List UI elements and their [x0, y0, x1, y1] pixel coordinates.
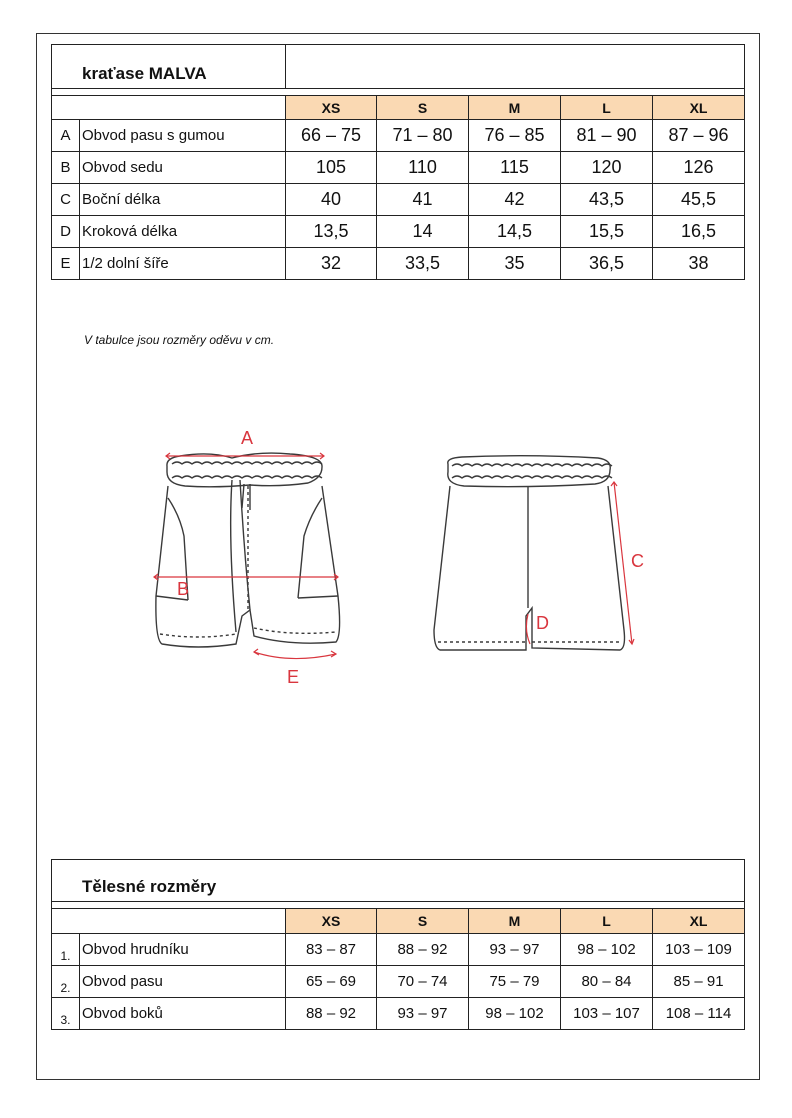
row-label: Obvod sedu	[80, 152, 286, 184]
row-value: 36,5	[561, 248, 653, 280]
row-value: 87 – 96	[653, 120, 745, 152]
size-header-s: S	[377, 909, 469, 934]
row-value: 66 – 75	[286, 120, 377, 152]
row-value: 81 – 90	[561, 120, 653, 152]
row-label: Obvod pasu s gumou	[80, 120, 286, 152]
row-value: 32	[286, 248, 377, 280]
garment-table-title: kraťase MALVA	[52, 45, 286, 89]
table-row	[52, 184, 745, 216]
table-row	[52, 998, 745, 1030]
size-header-xs: XS	[286, 96, 377, 120]
row-label: Kroková délka	[80, 216, 286, 248]
row-value: 120	[561, 152, 653, 184]
row-value: 15,5	[561, 216, 653, 248]
measurement-note: V tabulce jsou rozměry oděvu v cm.	[84, 333, 275, 347]
row-value: 105	[286, 152, 377, 184]
table-row	[52, 152, 745, 184]
row-value: 43,5	[561, 184, 653, 216]
row-value: 65 – 69	[286, 966, 377, 998]
row-value: 75 – 79	[469, 966, 561, 998]
row-key: 2.	[52, 966, 80, 998]
row-value: 38	[653, 248, 745, 280]
row-label: 1/2 dolní šíře	[80, 248, 286, 280]
label-b: B	[177, 579, 190, 599]
row-value: 42	[469, 184, 561, 216]
size-header-l: L	[561, 96, 653, 120]
row-value: 80 – 84	[561, 966, 653, 998]
row-value: 40	[286, 184, 377, 216]
row-key: 1.	[52, 934, 80, 966]
row-value: 98 – 102	[469, 998, 561, 1030]
row-key: B	[52, 152, 80, 184]
row-key: 3.	[52, 998, 80, 1030]
label-e: E	[287, 667, 300, 687]
row-value: 103 – 109	[653, 934, 745, 966]
table-row	[52, 248, 745, 280]
row-key: E	[52, 248, 80, 280]
body-size-header	[52, 909, 745, 934]
size-header-xl: XL	[653, 96, 745, 120]
row-value: 110	[377, 152, 469, 184]
row-value: 88 – 92	[377, 934, 469, 966]
row-value: 98 – 102	[561, 934, 653, 966]
row-value: 71 – 80	[377, 120, 469, 152]
row-key: A	[52, 120, 80, 152]
size-header-xs: XS	[286, 909, 377, 934]
row-value: 33,5	[377, 248, 469, 280]
row-value: 16,5	[653, 216, 745, 248]
body-size-table	[51, 859, 745, 1030]
row-label: Boční délka	[80, 184, 286, 216]
row-label: Obvod hrudníku	[80, 934, 286, 966]
arrow-d	[526, 614, 530, 644]
row-label: Obvod boků	[80, 998, 286, 1030]
label-a: A	[241, 428, 254, 448]
row-value: 103 – 107	[561, 998, 653, 1030]
row-value: 93 – 97	[377, 998, 469, 1030]
body-table-title: Tělesné rozměry	[52, 860, 745, 902]
row-value: 76 – 85	[469, 120, 561, 152]
label-c: C	[631, 551, 644, 571]
shorts-back-view	[434, 456, 625, 650]
size-header-s: S	[377, 96, 469, 120]
shorts-diagram	[140, 420, 660, 690]
row-value: 85 – 91	[653, 966, 745, 998]
row-key: C	[52, 184, 80, 216]
arrow-e	[254, 652, 336, 659]
row-label: Obvod pasu	[80, 966, 286, 998]
size-header-xl: XL	[653, 909, 745, 934]
row-value: 115	[469, 152, 561, 184]
table-row	[52, 966, 745, 998]
label-d: D	[536, 613, 549, 633]
row-value: 13,5	[286, 216, 377, 248]
row-value: 93 – 97	[469, 934, 561, 966]
measure-arrows-front	[154, 453, 338, 659]
shorts-front-view	[156, 453, 340, 647]
table-row	[52, 120, 745, 152]
garment-size-header	[52, 96, 745, 120]
size-header-m: M	[469, 909, 561, 934]
table-row	[52, 934, 745, 966]
row-value: 70 – 74	[377, 966, 469, 998]
row-value: 41	[377, 184, 469, 216]
row-value: 108 – 114	[653, 998, 745, 1030]
row-value: 45,5	[653, 184, 745, 216]
row-value: 126	[653, 152, 745, 184]
row-key: D	[52, 216, 80, 248]
row-value: 14	[377, 216, 469, 248]
table-row	[52, 216, 745, 248]
row-value: 35	[469, 248, 561, 280]
row-value: 88 – 92	[286, 998, 377, 1030]
row-value: 83 – 87	[286, 934, 377, 966]
garment-size-table	[51, 44, 745, 280]
garment-title-blank	[286, 45, 745, 89]
size-header-l: L	[561, 909, 653, 934]
row-value: 14,5	[469, 216, 561, 248]
size-header-m: M	[469, 96, 561, 120]
